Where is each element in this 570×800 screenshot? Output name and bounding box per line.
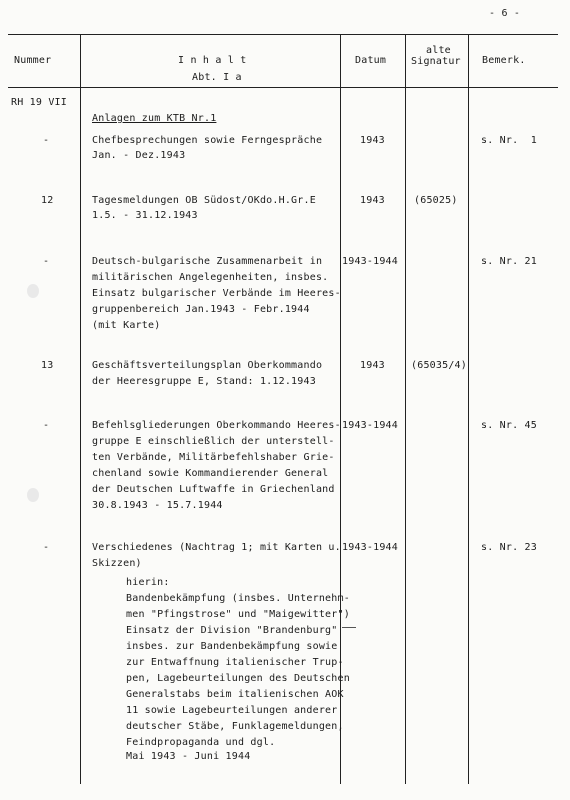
- table-header-rule: [8, 87, 558, 88]
- entry-5-bemerk: s. Nr. 45: [481, 420, 537, 431]
- entry-1-datum: 1943: [360, 135, 385, 146]
- entry-2-line-1: Tagesmeldungen OB Südost/OKdo.H.Gr.E: [92, 195, 316, 206]
- entry-4-nummer: 13: [41, 360, 54, 371]
- entry-3-line-1: Deutsch-bulgarische Zusammenarbeit in: [92, 256, 323, 267]
- header-alte: alte: [426, 45, 451, 56]
- entry-3-line-3: Einsatz bulgarischer Verbände im Heeres-: [92, 288, 341, 299]
- entry-5-line-4: chenland sowie Kommandierender General: [92, 468, 329, 479]
- entry-6-line-1: Verschiedenes (Nachtrag 1; mit Karten u.: [92, 542, 341, 553]
- header-datum: Datum: [355, 55, 387, 66]
- entry-2-datum: 1943: [360, 195, 385, 206]
- margin-mark: [342, 627, 356, 628]
- entry-3-line-5: (mit Karte): [92, 320, 161, 331]
- entry-4-signatur: (65035/4): [411, 360, 467, 371]
- hierin-line-3: men "Pfingstrose" und "Maigewitter"): [126, 609, 350, 620]
- entry-4-datum: 1943: [360, 360, 385, 371]
- hierin-line-2: Bandenbekämpfung (insbes. Unternehm-: [126, 593, 350, 604]
- entry-1-line-2: Jan. - Dez.1943: [92, 150, 186, 161]
- group-label: RH 19 VII: [11, 97, 67, 108]
- hierin-line-9: 11 sowie Lagebeurteilungen anderer: [126, 705, 338, 716]
- hierin-line-11: Feindpropaganda und dgl.: [126, 737, 276, 748]
- hierin-line-1: hierin:: [126, 577, 170, 588]
- entry-2-nummer: 12: [41, 195, 54, 206]
- entry-3-bemerk: s. Nr. 21: [481, 256, 537, 267]
- punch-hole-bottom: [27, 488, 39, 502]
- hierin-line-4: Einsatz der Division "Brandenburg": [126, 625, 338, 636]
- entry-1-nummer: -: [43, 135, 50, 146]
- header-signatur: Signatur: [411, 56, 461, 67]
- entry-5-line-1: Befehlsgliederungen Oberkommando Heeres-: [92, 420, 341, 431]
- header-nummer: Nummer: [14, 55, 52, 66]
- entry-4-line-2: der Heeresgruppe E, Stand: 1.12.1943: [92, 376, 316, 387]
- entry-5-line-6: 30.8.1943 - 15.7.1944: [92, 500, 223, 511]
- col-divider-nummer: [80, 34, 81, 784]
- col-divider-signatur: [468, 34, 469, 784]
- entry-5-line-2: gruppe E einschließlich der unterstell-: [92, 436, 335, 447]
- entry-3-datum: 1943-1944: [342, 256, 398, 267]
- header-abt: Abt. I a: [192, 72, 242, 83]
- entry-6-bemerk: s. Nr. 23: [481, 542, 537, 553]
- hierin-line-10: deutscher Stäbe, Funklagemeldungen,: [126, 721, 344, 732]
- entry-2-signatur: (65025): [414, 195, 458, 206]
- subheading: Anlagen zum KTB Nr.1: [92, 113, 217, 124]
- entry-2-line-2: 1.5. - 31.12.1943: [92, 210, 198, 221]
- entry-4-line-1: Geschäftsverteilungsplan Oberkommando: [92, 360, 323, 371]
- col-divider-datum: [405, 34, 406, 784]
- header-inhalt: I n h a l t: [178, 55, 247, 66]
- header-bemerk: Bemerk.: [482, 55, 526, 66]
- hierin-line-6: zur Entwaffnung italienischer Trup-: [126, 657, 344, 668]
- entry-3-line-4: gruppenbereich Jan.1943 - Febr.1944: [92, 304, 310, 315]
- entry-1-line-1: Chefbesprechungen sowie Ferngespräche: [92, 135, 323, 146]
- entry-6-datum: 1943-1944: [342, 542, 398, 553]
- entry-5-nummer: -: [43, 420, 50, 431]
- table-top-rule: [8, 34, 558, 35]
- punch-hole-top: [27, 284, 39, 298]
- hierin-line-7: pen, Lagebeurteilungen des Deutschen: [126, 673, 350, 684]
- hierin-line-8: Generalstabs beim italienischen AOK: [126, 689, 344, 700]
- entry-5-datum: 1943-1944: [342, 420, 398, 431]
- entry-6-line-2: Skizzen): [92, 558, 142, 569]
- entry-1-bemerk: s. Nr. 1: [481, 135, 537, 146]
- entry-5-line-3: ten Verbände, Militärbefehlshaber Grie-: [92, 452, 335, 463]
- final-date: Mai 1943 - Juni 1944: [126, 751, 251, 762]
- entry-3-nummer: -: [43, 256, 50, 267]
- entry-5-line-5: der Deutschen Luftwaffe in Griechenland: [92, 484, 335, 495]
- entry-6-nummer: -: [43, 542, 50, 553]
- entry-3-line-2: militärischen Angelegenheiten, insbes.: [92, 272, 329, 283]
- hierin-line-5: insbes. zur Bandenbekämpfung sowie: [126, 641, 338, 652]
- page-number: - 6 -: [489, 8, 521, 19]
